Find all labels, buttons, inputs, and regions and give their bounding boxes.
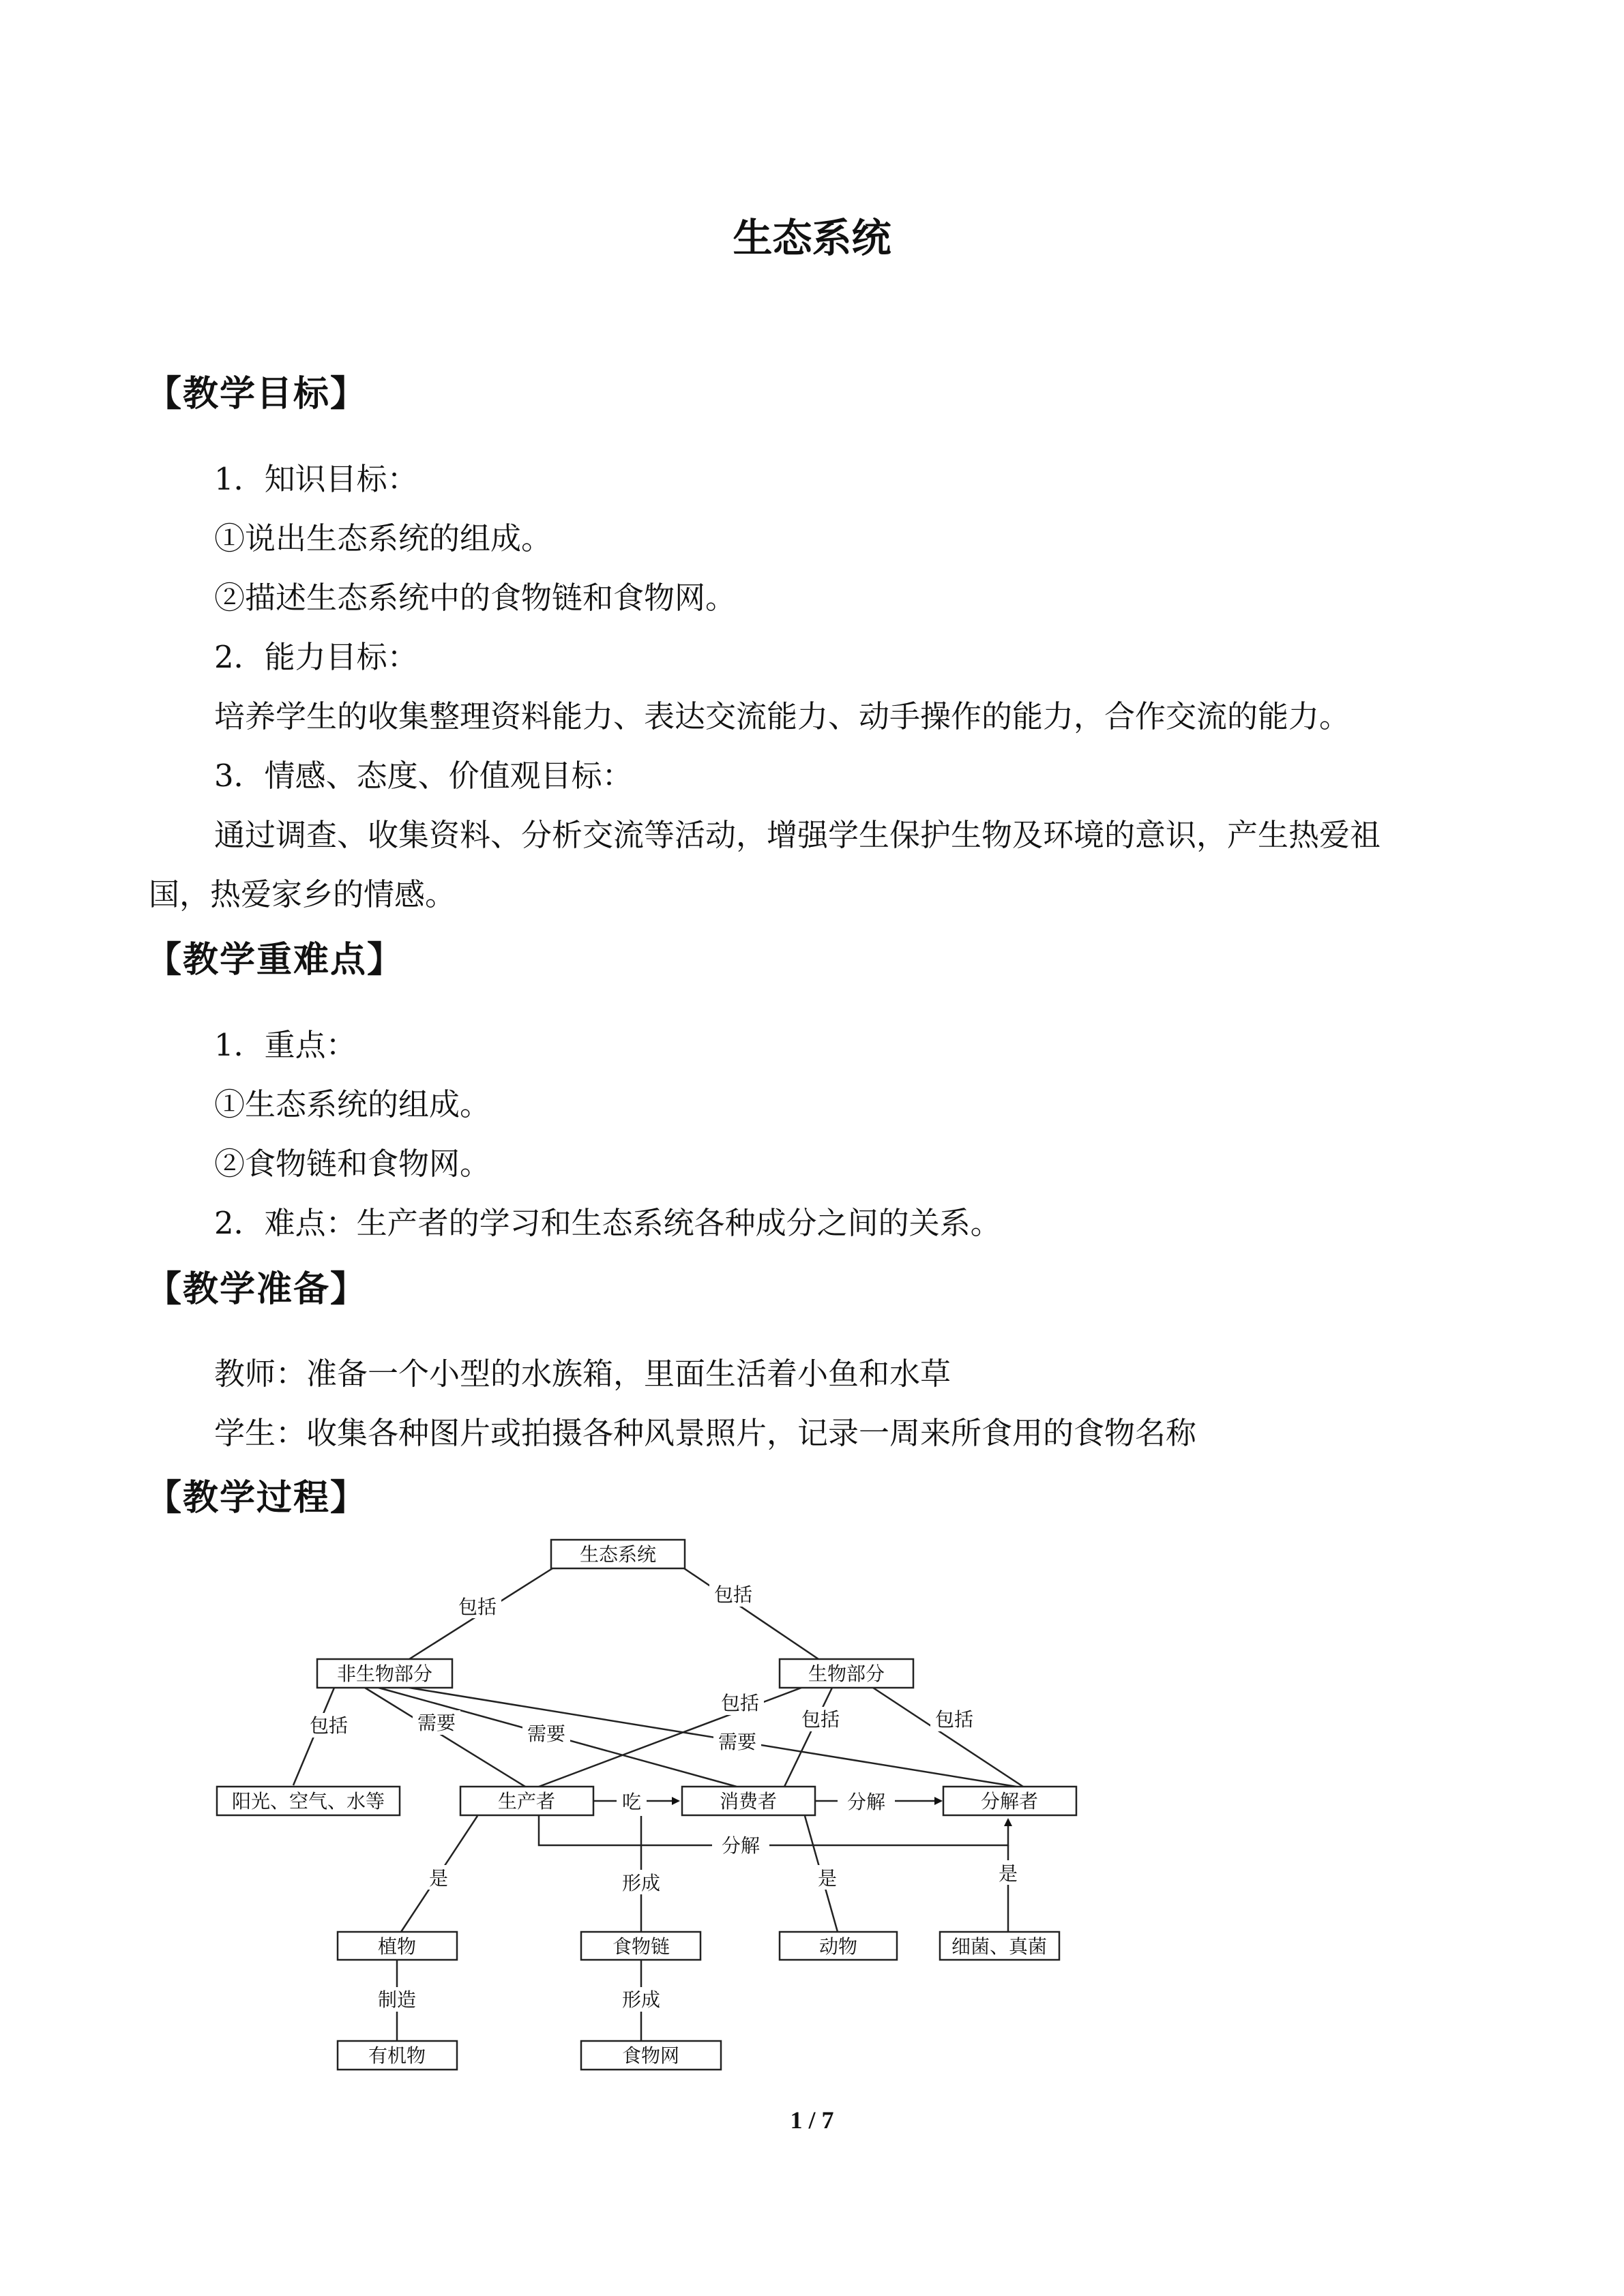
goal-line: ②描述生态系统中的食物链和食物网。 [214, 580, 737, 616]
node-consumer [682, 1787, 815, 1815]
label-eat: 吃 [621, 1791, 642, 1813]
section-heading-preparation: 【教学准备】 [146, 1269, 368, 1310]
node-label: 细菌、真菌 [951, 1935, 1048, 1958]
keypoint-line: ①生态系统的组成。 [214, 1086, 491, 1122]
preparation-line: 教师：准备一个小型的水族箱，里面生活着小鱼和水草 [214, 1356, 951, 1392]
node-organic-matter [338, 2041, 457, 2070]
edge-living-consumer [784, 1688, 832, 1787]
label-include: 包括 [801, 1708, 840, 1731]
node-food-chain [581, 1932, 700, 1960]
goal-line: ①说出生态系统的组成。 [214, 520, 552, 556]
edge-ecosystem-living [684, 1568, 818, 1659]
label-is: 是 [817, 1867, 838, 1890]
goal-line: 1．知识目标： [214, 461, 418, 497]
node-label: 植物 [377, 1935, 417, 1958]
node-label: 动物 [818, 1935, 858, 1958]
label-include: 包括 [309, 1714, 349, 1737]
page-number: 1 / 7 [790, 2106, 834, 2134]
label-make: 制造 [377, 1988, 417, 2011]
node-label: 消费者 [719, 1790, 778, 1813]
node-label: 生物部分 [808, 1663, 885, 1685]
node-label: 分解者 [980, 1790, 1039, 1813]
label-include: 包括 [713, 1583, 753, 1606]
node-decomposer [943, 1787, 1076, 1815]
page-title: 生态系统 [733, 215, 891, 261]
label-is: 是 [998, 1862, 1018, 1885]
node-label: 阳光、空气、水等 [231, 1790, 385, 1813]
label-is: 是 [428, 1867, 449, 1890]
label-need: 需要 [718, 1731, 757, 1753]
section-heading-keypoints: 【教学重难点】 [146, 940, 404, 981]
node-nonliving [317, 1659, 452, 1688]
node-label: 生态系统 [579, 1543, 657, 1566]
label-need: 需要 [417, 1712, 456, 1734]
node-label: 生产者 [497, 1790, 556, 1813]
keypoint-line: 1．重点： [214, 1027, 357, 1063]
node-ecosystem [551, 1540, 685, 1568]
label-decompose: 分解 [846, 1791, 886, 1813]
node-label: 食物链 [612, 1935, 670, 1958]
goal-line: 培养学生的收集整理资料能力、表达交流能力、动手操作的能力，合作交流的能力。 [214, 698, 1350, 734]
keypoint-line: 2．难点：生产者的学习和生态系统各种成分之间的关系。 [214, 1205, 1001, 1241]
node-producer [460, 1787, 593, 1815]
label-include: 包括 [720, 1692, 760, 1714]
label-form: 形成 [621, 1988, 661, 2011]
label-decompose: 分解 [721, 1834, 761, 1857]
arrow-producer-decomposer [539, 1816, 1008, 1845]
node-bacteria-fungi [940, 1932, 1059, 1960]
goal-line: 国，热爱家乡的情感。 [149, 876, 456, 912]
node-label: 有机物 [368, 2044, 426, 2067]
label-form: 形成 [621, 1872, 661, 1894]
goal-line: 2．能力目标： [214, 639, 418, 675]
node-living [780, 1659, 913, 1688]
node-label: 非生物部分 [336, 1663, 433, 1685]
section-heading-process: 【教学过程】 [146, 1478, 368, 1519]
node-label: 食物网 [621, 2044, 680, 2067]
preparation-line: 学生：收集各种图片或拍摄各种风景照片，记录一周来所食用的食物名称 [214, 1415, 1197, 1451]
goal-line: 通过调查、收集资料、分析交流等活动，增强学生保护生物及环境的意识，产生热爱祖 [214, 817, 1381, 853]
label-need: 需要 [527, 1723, 566, 1745]
goal-line: 3．情感、态度、价值观目标： [214, 758, 633, 794]
node-food-web [581, 2041, 721, 2070]
node-animal [780, 1932, 897, 1960]
section-heading-goals: 【教学目标】 [146, 374, 368, 415]
label-include: 包括 [458, 1596, 497, 1618]
node-plant [338, 1932, 457, 1960]
edge-living-decomposer [873, 1688, 1023, 1787]
keypoint-line: ②食物链和食物网。 [214, 1146, 491, 1182]
node-abiotic-examples [217, 1787, 400, 1815]
label-include: 包括 [934, 1708, 974, 1731]
